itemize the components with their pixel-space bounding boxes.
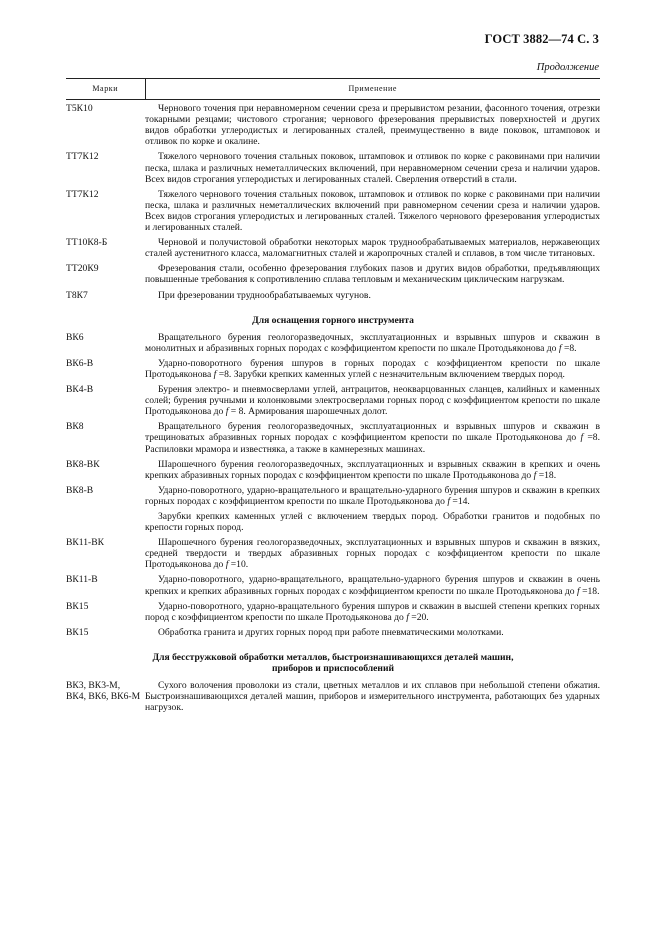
grade-application (145, 290, 600, 305)
application-paragraph: Тяжелого чернового точения стальных поковок, штамповок и отливок по корке с раковинами при наличии песка, шлака и различных неметаллических включений при равномерном сечении среза и наличии ударов. Всех видов строгания углеродистых и легированных сталей. Тяжелого чернового фрезерования углеродистых и легированных сталей. (145, 188, 600, 234)
application-paragraph: Бурения электро- и пневмосверлами углей, антрацитов, неокварцованных сланцев, калийных и каменных солей; бурения ручными и колонковыми электросверлами горных пород с коэффициентом крепости по шкале Протодьяконова до f = 8. Армирования шарошечных долот. (145, 384, 600, 418)
grade-application (145, 680, 600, 717)
table-row (66, 601, 600, 627)
application-paragraph: Зарубки крепких каменных углей с включением твердых пород. Обработки гранитов и подобных по крепости горных пород. (145, 511, 600, 534)
grades-table (66, 78, 600, 717)
grade-application (145, 485, 600, 537)
grade-mark: ВК8-В (66, 484, 94, 496)
column-header-application: Применение (145, 79, 600, 100)
grade-application (145, 537, 600, 574)
table-row (66, 263, 600, 289)
grade-mark: ВК15 (66, 600, 89, 612)
application-paragraph: Сухого волочения проволоки из стали, цветных металлов и их сплавов при небольшой степени обжатия. Быстроизнашивающихся деталей машин, приборов и измерительного инструмента, работающих без ударных нагрузок. (145, 680, 600, 714)
continuation-label: Продолжение (536, 62, 599, 73)
grade-application (145, 151, 600, 188)
grade-application (145, 263, 600, 289)
application-paragraph: Ударно-поворотного, ударно-вращательного бурения шпуров и скважин в высшей степени крепких горных пород с коэффициентом крепости по шкале Протодьяконова до f =20. (145, 600, 600, 623)
grade-mark: ВК11-ВК (66, 537, 105, 549)
application-paragraph: Черновой и получистовой обработки некоторых марок труднообрабатываемых материалов, нержавеющих сталей аустенитного класса, маломагнитных сталей и жаропрочных сталей и сплавов, в том числе титановых. (145, 237, 600, 260)
grade-mark: ВК6-В (66, 357, 94, 369)
table-row (66, 237, 600, 263)
table-row (66, 189, 600, 237)
grade-mark: ВК6 (66, 331, 84, 343)
grade-mark: Т8К7 (66, 289, 88, 301)
grade-application (145, 421, 600, 458)
grade-mark: ТТ7К12 (66, 151, 99, 163)
grade-mark: ВК4-В (66, 384, 94, 396)
section-title (66, 642, 600, 680)
table-row (66, 627, 600, 642)
grade-application (145, 100, 600, 152)
table-header-row (66, 79, 600, 100)
grade-mark: ВК3, ВК3-М, ВК4, ВК6, ВК6-М (66, 680, 141, 703)
application-paragraph: Тяжелого чернового точения стальных поковок, штамповок и отливок по корке с раковинами при наличии песка, шлака и различных неметаллических включений, при неравномерном сечении среза и наличии ударов. Всех видов строгания углеродистых и легированных сталей. Сверления отверстий в стали. (145, 151, 600, 185)
application-paragraph: Ударно-поворотного, ударно-вращательного, вращательно-ударного бурения шпуров и скважин в очень крепких и крепких абразивных горных породах с коэффициентом крепости по шкале Протодьяконова до f =18. (145, 574, 600, 597)
grade-mark: ТТ10К8-Б (66, 237, 108, 249)
table-row (66, 574, 600, 600)
column-header-marks: Марки (66, 79, 145, 100)
grade-mark: Т5К10 (66, 103, 93, 115)
table-row (66, 100, 600, 152)
grade-application (145, 237, 600, 263)
section-title (66, 305, 600, 332)
grade-mark: ВК15 (66, 626, 89, 638)
grade-application (145, 358, 600, 384)
section-title-line: Для бесстружковой обработки металлов, быстроизнашивающихся деталей машин, (152, 651, 514, 663)
application-paragraph: Ударно-поворотного, ударно-вращательного и вращательно-ударного бурения шпуров и скважин в крепких горных породах с коэффициентом крепости по шкале Протодьяконова до f =14. (145, 484, 600, 507)
table-row (66, 680, 600, 717)
grade-mark: ВК8 (66, 421, 84, 433)
grade-mark: ТТ20К9 (66, 263, 99, 275)
grade-application (145, 189, 600, 237)
grade-mark: ТТ7К12 (66, 188, 99, 200)
table-body (66, 100, 600, 718)
application-paragraph: Обработка гранита и других горных пород при работе пневматическими молотками. (158, 626, 504, 638)
section-title-line: приборов и приспособлений (271, 663, 395, 675)
section-title-line: Для оснащения горного инструмента (252, 314, 414, 326)
table-row (66, 358, 600, 384)
table-row (66, 459, 600, 485)
grade-application (145, 332, 600, 358)
application-paragraph: Шарошечного бурения геологоразведочных, эксплуатационных и взрывных скважин в крепких и очень крепких абразивных горных породах с коэффициентом крепости по шкале Протодьяконова до f =18. (145, 458, 600, 481)
grade-application (145, 601, 600, 627)
grade-application (145, 574, 600, 600)
application-paragraph: Вращательного бурения геологоразведочных, эксплуатационных и взрывных шпуров и скважин в монолитных и абразивных горных породах с коэффициентом крепости по шкале Протодьяконова до f =8. (145, 331, 600, 354)
section-mining-heading (66, 305, 600, 332)
application-paragraph: Чернового точения при неравномерном сечении среза и прерывистом резании, фасонного точения, отрезки токарными резцами; чистового строгания; чернового фрезерования прерывистых поверхностей и других видов обработки углеродистых и легированных сталей, преимущественно в виде поковок, штамповок и отливок по корке и окалине. (145, 103, 600, 148)
grade-mark: ВК8-ВК (66, 458, 100, 470)
grade-mark: ВК11-В (66, 574, 98, 586)
table-row (66, 290, 600, 305)
application-paragraph: Шарошечного бурения геологоразведочных, эксплуатационных и взрывных шпуров и скважин в вязких, средней твердости и твердых абразивных горных породах с коэффициентом крепости по шкале Протодьяконова до f =10. (145, 537, 600, 571)
table-row (66, 421, 600, 458)
application-paragraph: Ударно-поворотного бурения шпуров в горных породах с коэффициентом крепости по шкале Протодьяконова f =8. Зарубки крепких каменных углей с незначительным включением твердых пород. (145, 357, 600, 380)
application-paragraph: Вращательного бурения геологоразведочных, эксплуатационных и взрывных шпуров и скважин в трещиноватых абразивных горных породах с коэффициентом крепости по шкале Протодьяконова до f =8. Распиловки мрамора и известняка, а также в камнерезных машинах. (145, 421, 600, 455)
application-paragraph: При фрезеровании труднообрабатываемых чугунов. (158, 289, 371, 301)
section-chipless-heading (66, 642, 600, 680)
table-row (66, 384, 600, 421)
grade-application (145, 459, 600, 485)
application-paragraph: Фрезерования стали, особенно фрезерования глубоких пазов и других видов обработки, предъявляющих повышенные требования к сопротивлению сплава тепловым и механическим циклическим нагрузкам. (145, 263, 600, 286)
grade-application (145, 384, 600, 421)
table-row (66, 332, 600, 358)
table-row (66, 151, 600, 188)
page-header: ГОСТ 3882—74 С. 3 (484, 32, 599, 46)
table-row (66, 485, 600, 537)
grade-application (145, 627, 600, 642)
table-row (66, 537, 600, 574)
